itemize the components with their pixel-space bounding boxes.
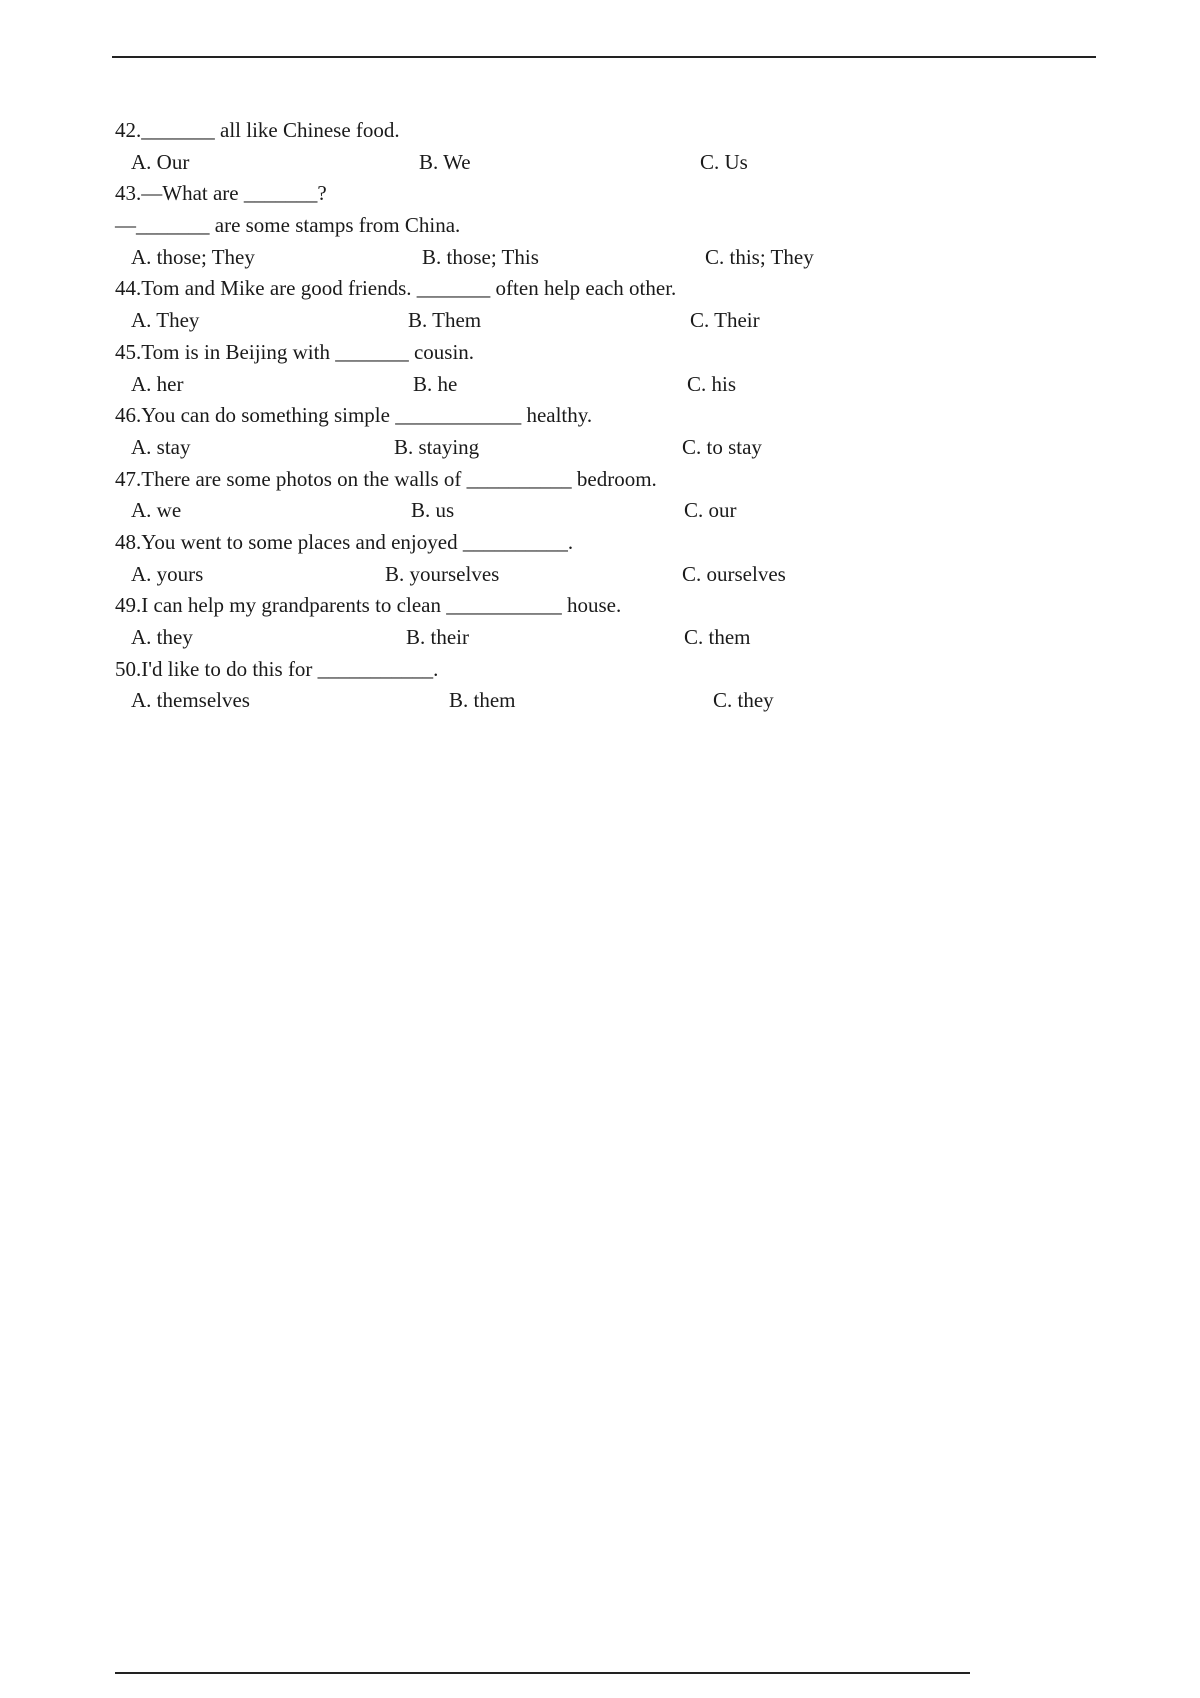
- question-42-options: [115, 147, 1015, 179]
- option-c: C. Us: [700, 149, 748, 174]
- question-49-options: [115, 622, 1015, 654]
- option-c: C. our: [684, 498, 737, 523]
- option-a: A. stay: [131, 434, 191, 459]
- option-b: B. them: [449, 688, 516, 713]
- question-47-options: [115, 495, 1015, 527]
- option-c: C. Their: [690, 308, 760, 333]
- question-44-options: [115, 305, 1015, 337]
- question-43-response: —_______ are some stamps from China.: [115, 213, 461, 238]
- option-a: A. they: [131, 625, 193, 649]
- question-47-stem: 47.There are some photos on the walls of __________ bedroom.: [115, 466, 657, 491]
- option-a: A. Our: [131, 149, 190, 174]
- question-48-stem: 48.You went to some places and enjoyed __________.: [115, 529, 574, 554]
- option-a: A. They: [131, 308, 200, 333]
- option-a: A. those; They: [131, 244, 255, 269]
- header-rule: [112, 56, 1096, 58]
- option-b: B. Them: [408, 308, 482, 333]
- option-a: A. themselves: [131, 688, 250, 713]
- question-42-stem: 42._______ all like Chinese food.: [115, 118, 400, 142]
- option-a: A. we: [131, 498, 182, 523]
- question-46-stem: 46.You can do something simple ____________ healthy.: [115, 403, 593, 428]
- option-b: B. he: [413, 371, 458, 396]
- option-a: A. yours: [131, 561, 204, 586]
- question-43-stem: 43.—What are _______?: [115, 181, 327, 206]
- option-c: C. this; They: [705, 244, 814, 269]
- question-43-options: [115, 242, 1015, 274]
- option-c: C. they: [713, 688, 774, 713]
- question-48-options: [115, 559, 1015, 591]
- option-b: B. their: [406, 625, 469, 649]
- question-49-stem: 49.I can help my grandparents to clean ___________ house.: [115, 593, 622, 618]
- option-b: B. yourselves: [385, 561, 500, 586]
- option-c: C. to stay: [682, 434, 762, 459]
- question-list: [115, 115, 1015, 717]
- footer-rule: [115, 1672, 970, 1674]
- option-c: C. them: [684, 625, 751, 649]
- option-b: B. those; This: [422, 244, 539, 269]
- option-c: C. ourselves: [682, 561, 786, 586]
- question-44-stem: 44.Tom and Mike are good friends. _______ often help each other.: [115, 276, 677, 301]
- option-a: A. her: [131, 371, 184, 396]
- question-50-stem: 50.I'd like to do this for ___________.: [115, 656, 439, 681]
- question-46-options: [115, 432, 1015, 464]
- question-45-options: [115, 369, 1015, 401]
- question-50-options: [115, 685, 1015, 717]
- option-b: B. staying: [394, 434, 480, 459]
- option-b: B. us: [411, 498, 455, 523]
- question-45-stem: 45.Tom is in Beijing with _______ cousin.: [115, 339, 475, 364]
- option-c: C. his: [687, 371, 737, 396]
- option-b: B. We: [419, 149, 471, 174]
